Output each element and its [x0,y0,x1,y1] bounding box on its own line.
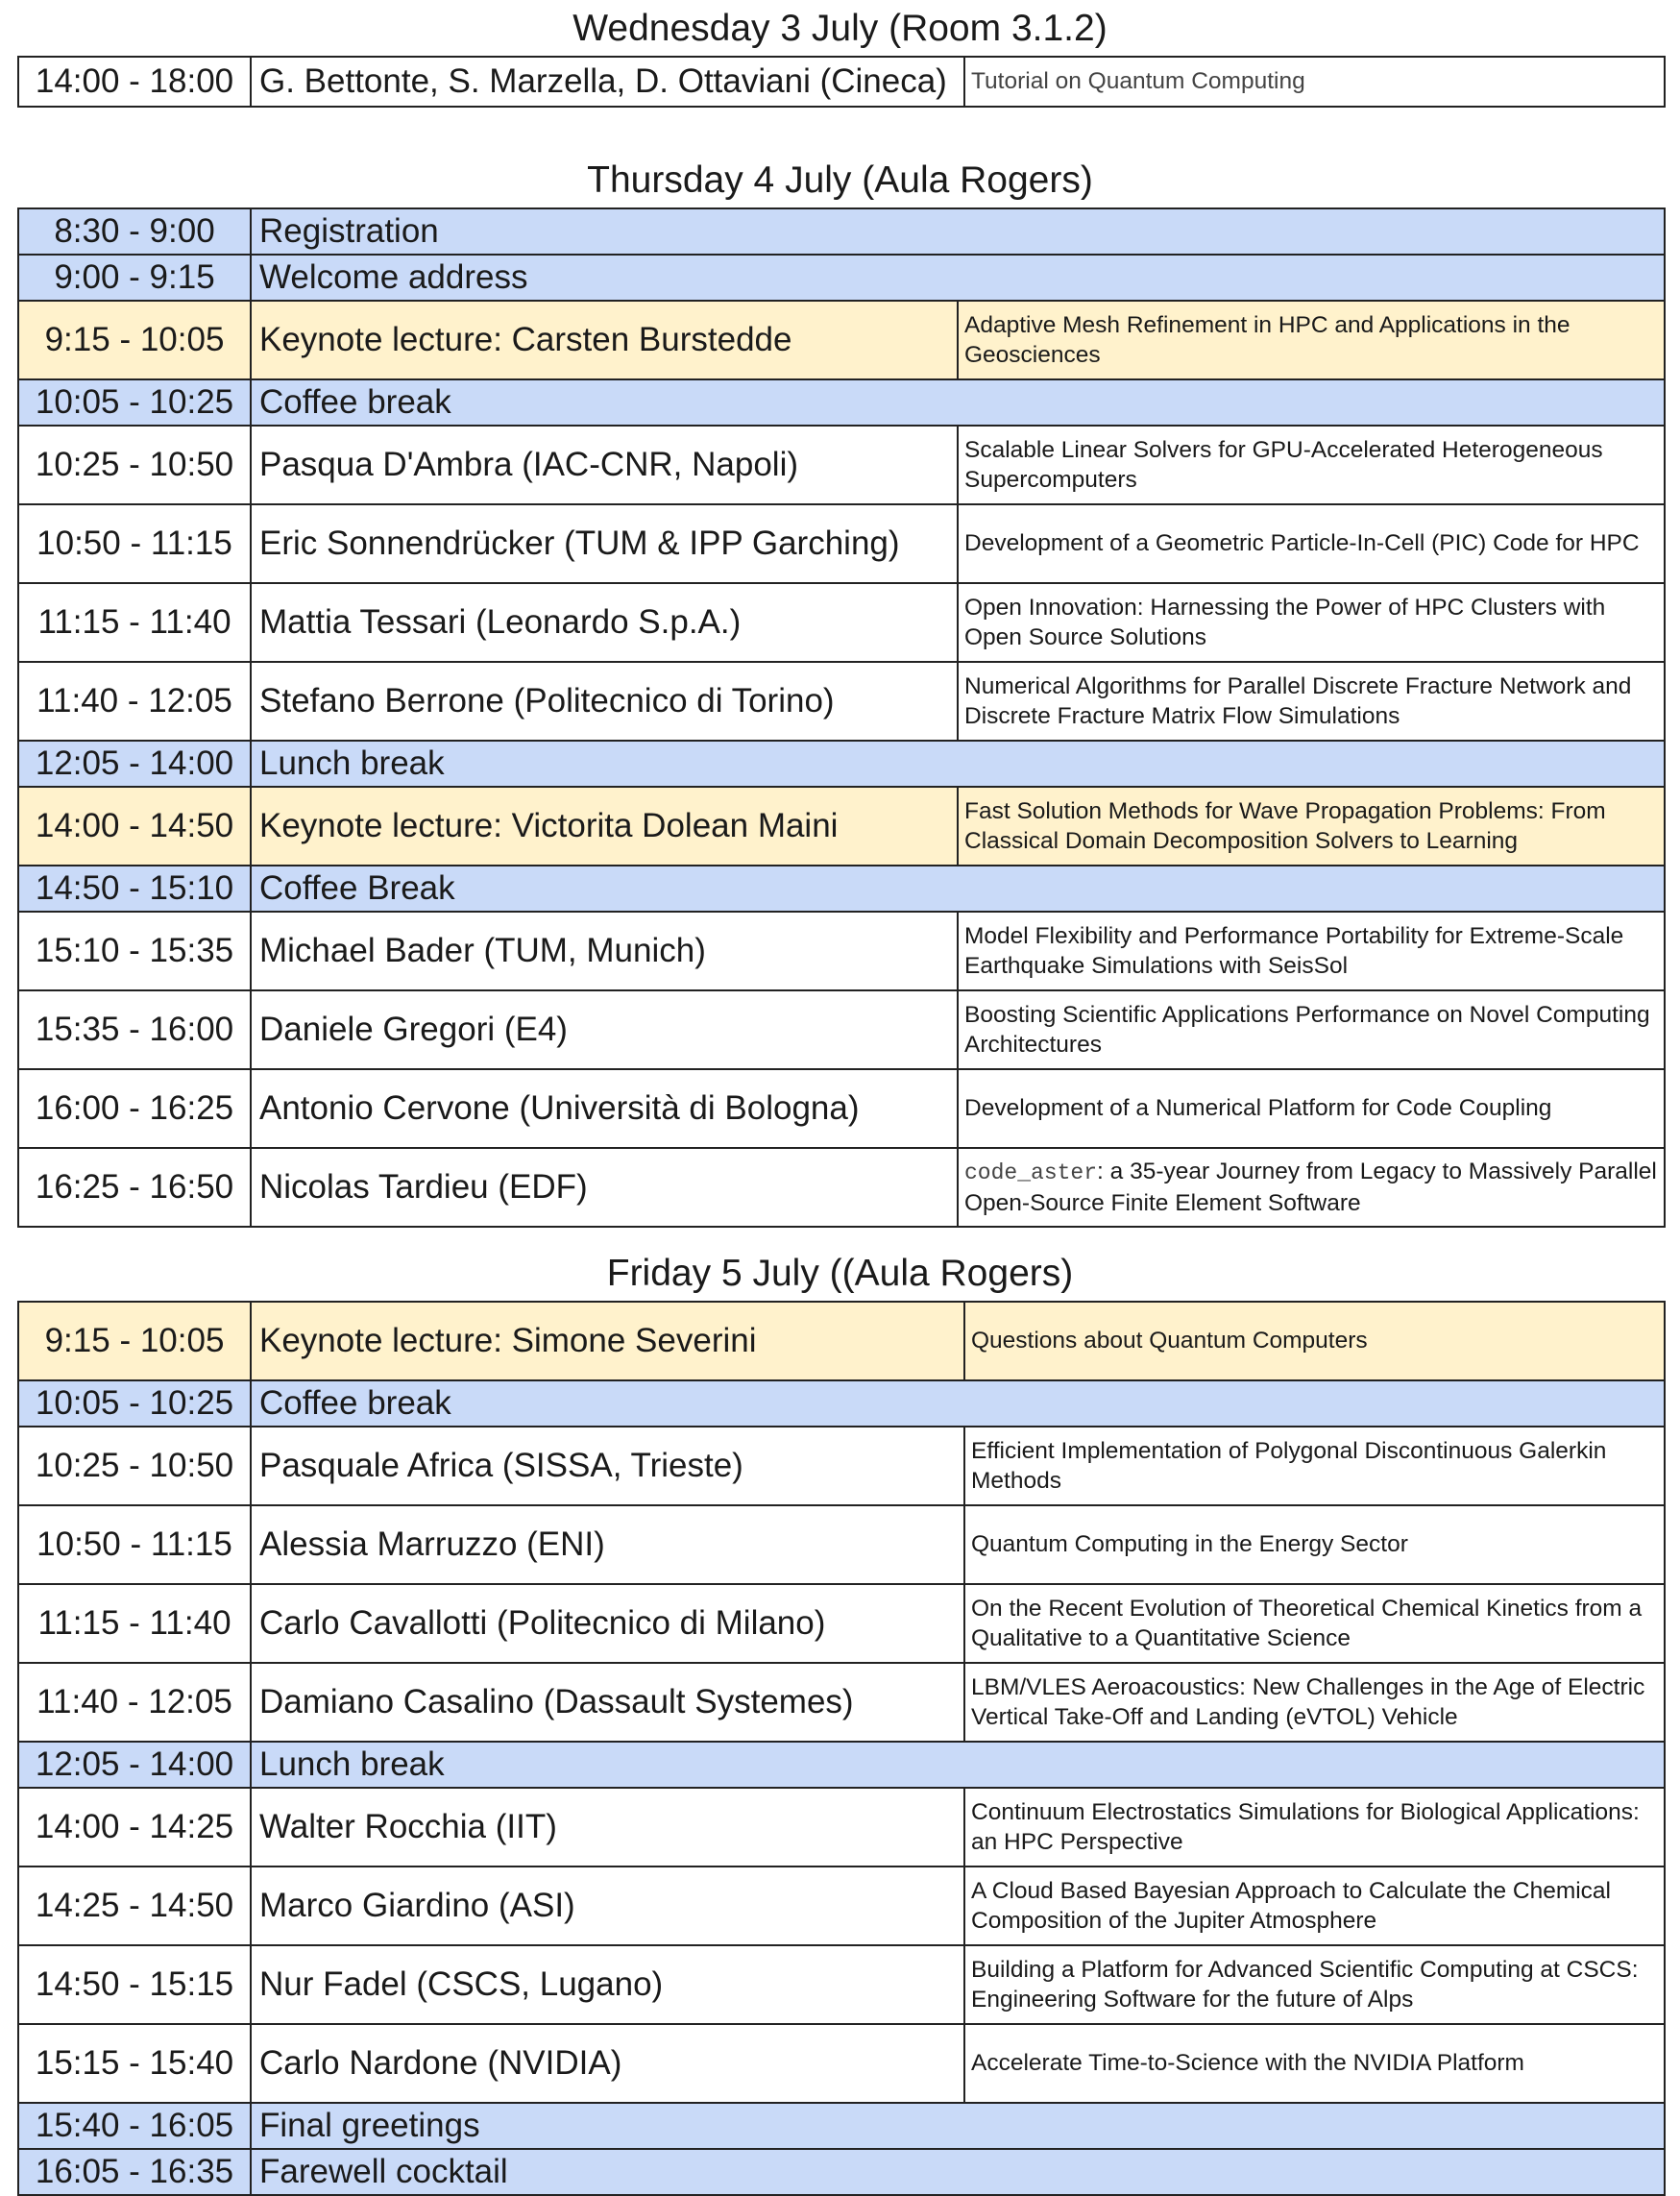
table-row [18,1742,1665,1788]
topic-cell: Open Innovation: Harnessing the Power of HPC Clusters with Open Source Solutions [958,583,1665,662]
speaker-cell: Walter Rocchia (IIT) [251,1788,964,1867]
table-row [18,583,1665,662]
time-cell: 11:15 - 11:40 [18,583,251,662]
table-row [18,57,1665,107]
time-cell: 10:05 - 10:25 [18,1380,251,1427]
time-cell: 11:15 - 11:40 [18,1584,251,1663]
topic-cell: Development of a Numerical Platform for Code Coupling [958,1069,1665,1148]
time-cell: 14:50 - 15:10 [18,866,251,912]
time-cell: 16:05 - 16:35 [18,2149,251,2195]
table-row [18,741,1665,787]
speaker-cell: Nicolas Tardieu (EDF) [251,1148,958,1227]
topic-cell: Fast Solution Methods for Wave Propagation Problems: From Classical Domain Decomposition Solvers to Learning [958,787,1665,866]
event-cell: Coffee break [251,1380,1665,1427]
time-cell: 10:25 - 10:50 [18,1427,251,1505]
topic-cell: Efficient Implementation of Polygonal Discontinuous Galerkin Methods [964,1427,1665,1505]
topic-cell: On the Recent Evolution of Theoretical Chemical Kinetics from a Qualitative to a Quantitative Science [964,1584,1665,1663]
wednesday-title: Wednesday 3 July (Room 3.1.2) [572,8,1108,49]
time-cell: 10:05 - 10:25 [18,379,251,426]
table-row [18,2103,1665,2149]
time-cell: 12:05 - 14:00 [18,741,251,787]
time-cell: 15:10 - 15:35 [18,912,251,990]
topic-cell: Scalable Linear Solvers for GPU-Accelerated Heterogeneous Supercomputers [958,426,1665,504]
speaker-cell: Eric Sonnendrücker (TUM & IPP Garching) [251,504,958,583]
topic-cell: Tutorial on Quantum Computing [964,57,1665,107]
speaker-cell: Mattia Tessari (Leonardo S.p.A.) [251,583,958,662]
time-cell: 10:25 - 10:50 [18,426,251,504]
table-row [18,1584,1665,1663]
time-cell: 14:00 - 14:50 [18,787,251,866]
time-cell: 12:05 - 14:00 [18,1742,251,1788]
table-row [18,1788,1665,1867]
speaker-cell: Nur Fadel (CSCS, Lugano) [251,1945,964,2024]
topic-cell: Accelerate Time-to-Science with the NVIDIA Platform [964,2024,1665,2103]
speaker-cell: G. Bettonte, S. Marzella, D. Ottaviani (Cineca) [251,57,964,107]
table-row [18,912,1665,990]
topic-cell: Continuum Electrostatics Simulations for Biological Applications: an HPC Perspective [964,1788,1665,1867]
speaker-cell: Keynote lecture: Simone Severini [251,1302,964,1380]
time-cell: 11:40 - 12:05 [18,1663,251,1742]
topic-cell: Adaptive Mesh Refinement in HPC and Applications in the Geosciences [958,301,1665,379]
time-cell: 16:25 - 16:50 [18,1148,251,1227]
table-row [18,1380,1665,1427]
speaker-cell: Keynote lecture: Carsten Burstedde [251,301,958,379]
time-cell: 11:40 - 12:05 [18,662,251,741]
table-row [18,1663,1665,1742]
table-row [18,379,1665,426]
topic-cell: Development of a Geometric Particle-In-Cell (PIC) Code for HPC [958,504,1665,583]
wednesday-schedule [17,56,1666,108]
table-row [18,1505,1665,1584]
speaker-cell: Michael Bader (TUM, Munich) [251,912,958,990]
table-row [18,1148,1665,1227]
friday-title: Friday 5 July ((Aula Rogers) [606,1253,1074,1294]
topic-cell: Building a Platform for Advanced Scientific Computing at CSCS: Engineering Software for the future of Alps [964,1945,1665,2024]
event-cell: Registration [251,208,1665,255]
speaker-cell: Pasquale Africa (SISSA, Trieste) [251,1427,964,1505]
speaker-cell: Marco Giardino (ASI) [251,1867,964,1945]
topic-cell: Questions about Quantum Computers [964,1302,1665,1380]
time-cell: 15:15 - 15:40 [18,2024,251,2103]
table-row [18,208,1665,255]
time-cell: 16:00 - 16:25 [18,1069,251,1148]
topic-cell: Boosting Scientific Applications Performance on Novel Computing Architectures [958,990,1665,1069]
event-cell: Welcome address [251,255,1665,301]
time-cell: 9:15 - 10:05 [18,1302,251,1380]
time-cell: 14:00 - 18:00 [18,57,251,107]
time-cell: 15:40 - 16:05 [18,2103,251,2149]
code-aster-label: code_aster [964,1160,1098,1186]
table-row [18,787,1665,866]
speaker-cell: Keynote lecture: Victorita Dolean Maini [251,787,958,866]
speaker-cell: Antonio Cervone (Università di Bologna) [251,1069,958,1148]
table-row [18,2149,1665,2195]
event-cell: Final greetings [251,2103,1665,2149]
time-cell: 14:50 - 15:15 [18,1945,251,2024]
thursday-schedule [17,207,1666,1228]
table-row [18,866,1665,912]
table-row [18,2024,1665,2103]
table-row [18,1945,1665,2024]
table-row [18,1867,1665,1945]
speaker-cell: Stefano Berrone (Politecnico di Torino) [251,662,958,741]
table-row [18,1302,1665,1380]
topic-text: : a 35-year Journey from Legacy to Massively Parallel Open-Source Finite Element Software [964,1159,1657,1216]
thursday-title: Thursday 4 July (Aula Rogers) [587,159,1093,201]
topic-cell: Quantum Computing in the Energy Sector [964,1505,1665,1584]
time-cell: 9:00 - 9:15 [18,255,251,301]
speaker-cell: Daniele Gregori (E4) [251,990,958,1069]
table-row [18,426,1665,504]
time-cell: 14:25 - 14:50 [18,1867,251,1945]
speaker-cell: Alessia Marruzzo (ENI) [251,1505,964,1584]
event-cell: Lunch break [251,1742,1665,1788]
speaker-cell: Carlo Cavallotti (Politecnico di Milano) [251,1584,964,1663]
event-cell: Farewell cocktail [251,2149,1665,2195]
topic-cell: Model Flexibility and Performance Portability for Extreme-Scale Earthquake Simulations with SeisSol [958,912,1665,990]
speaker-cell: Damiano Casalino (Dassault Systemes) [251,1663,964,1742]
time-cell: 14:00 - 14:25 [18,1788,251,1867]
friday-schedule [17,1301,1666,2196]
table-row [18,1427,1665,1505]
table-row [18,990,1665,1069]
table-row [18,504,1665,583]
table-row [18,662,1665,741]
event-cell: Coffee Break [251,866,1665,912]
speaker-cell: Carlo Nardone (NVIDIA) [251,2024,964,2103]
table-row [18,301,1665,379]
topic-cell: LBM/VLES Aeroacoustics: New Challenges in the Age of Electric Vertical Take-Off and Landing (eVTOL) Vehicle [964,1663,1665,1742]
time-cell: 10:50 - 11:15 [18,1505,251,1584]
speaker-cell: Pasqua D'Ambra (IAC-CNR, Napoli) [251,426,958,504]
table-row [18,1069,1665,1148]
time-cell: 15:35 - 16:00 [18,990,251,1069]
topic-cell: A Cloud Based Bayesian Approach to Calculate the Chemical Composition of the Jupiter Atmosphere [964,1867,1665,1945]
table-row [18,255,1665,301]
topic-cell: Numerical Algorithms for Parallel Discrete Fracture Network and Discrete Fracture Matrix Flow Simulations [958,662,1665,741]
time-cell: 10:50 - 11:15 [18,504,251,583]
event-cell: Coffee break [251,379,1665,426]
time-cell: 9:15 - 10:05 [18,301,251,379]
time-cell: 8:30 - 9:00 [18,208,251,255]
event-cell: Lunch break [251,741,1665,787]
topic-cell [958,1148,1665,1227]
